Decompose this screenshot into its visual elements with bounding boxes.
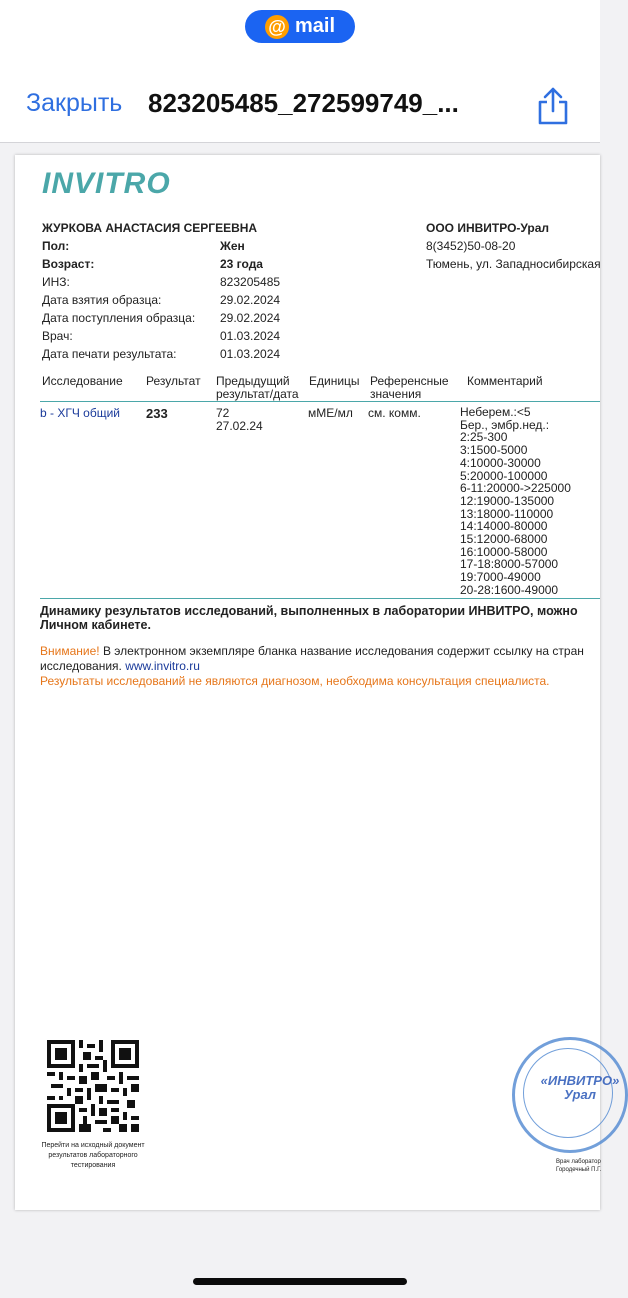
notice-line-2 [40, 659, 200, 673]
notice-label: Внимание! [40, 644, 100, 658]
signature-line-2: Городечный П.Г. [556, 1167, 602, 1173]
lab-name: ООО ИНВИТРО-Урал [426, 221, 550, 235]
close-button[interactable]: Закрыть [26, 89, 123, 117]
mail-brand-pill [245, 10, 355, 43]
signature-line-1: Врач лаборатор [556, 1159, 601, 1165]
notice-line [40, 644, 584, 658]
header-ref-1: Референсные [370, 374, 449, 388]
label-doctor: Врач: [42, 329, 73, 343]
share-icon[interactable] [535, 86, 571, 126]
units-value: мМЕ/мл [308, 406, 353, 420]
value-print-date: 01.03.2024 [220, 347, 281, 361]
label-age: Возраст: [42, 257, 95, 271]
dynamics-note-2: Личном кабинете. [40, 618, 151, 632]
header-result: Результат [146, 374, 201, 388]
value-receipt-date: 29.02.2024 [220, 311, 281, 325]
home-indicator[interactable] [193, 1278, 407, 1285]
label-receipt-date: Дата поступления образца: [42, 311, 196, 325]
lab-address: Тюмень, ул. Западносибирская [426, 257, 601, 271]
lab-phone: 8(3452)50-08-20 [426, 239, 516, 253]
lab-stamp [512, 1037, 628, 1153]
value-inz: 823205485 [220, 275, 281, 289]
qr-caption: Перейти на исходный документ результатов лабораторного тестирования [41, 1142, 145, 1169]
qr-code-icon[interactable] [47, 1040, 139, 1132]
mail-brand-label: mail [294, 15, 336, 37]
header-prev-1: Предыдущий [216, 374, 290, 388]
notice-text-2: исследования. [40, 659, 122, 673]
at-icon: @ [265, 15, 289, 39]
table-header-divider [40, 401, 600, 402]
comment-text: Неберем.:<5 Бер., эмбр.нед.: 2:25-300 3:1500-5000 4:10000-30000 5:20000-100000 6-11:20000->225000 12:19000-135000 13:18000-110000 14:14000-80000 15:12000-68000 16:10000-58000 17-18:8000-57000 19:7000-49000 20-28:1600-49000 [460, 405, 571, 597]
label-inz: ИНЗ: [42, 275, 70, 289]
prev-value: 72 [216, 406, 230, 420]
dynamics-note-1: Динамику результатов исследований, выполненных в лаборатории ИНВИТРО, можно [40, 604, 578, 618]
disclaimer: Результаты исследований не являются диагнозом, необходима консультация специалиста. [40, 674, 550, 688]
value-sample-date: 29.02.2024 [220, 293, 281, 307]
header-units: Единицы [309, 374, 360, 388]
value-sex: Жен [220, 239, 245, 253]
label-sex: Пол: [42, 239, 70, 253]
label-sample-date: Дата взятия образца: [42, 293, 162, 307]
value-doctor: 01.03.2024 [220, 329, 281, 343]
header-test: Исследование [42, 374, 123, 388]
document-page [15, 155, 620, 1210]
patient-name: ЖУРКОВА АНАСТАСИЯ СЕРГЕЕВНА [42, 221, 258, 235]
top-bar [0, 0, 600, 143]
ref-value: см. комм. [368, 406, 421, 420]
table-bottom-divider [40, 598, 600, 599]
header-comment: Комментарий [467, 374, 543, 388]
prev-date: 27.02.24 [216, 419, 263, 433]
stamp-text: «ИНВИТРО» Урал [540, 1073, 620, 1102]
header-prev-2: результат/дата [216, 387, 299, 401]
notice-text: В электронном экземпляре бланка название исследования содержит ссылку на стран [99, 644, 584, 658]
file-title: 823205485_272599749_... [148, 88, 459, 118]
value-age: 23 года [220, 257, 263, 271]
test-link[interactable]: b - ХГЧ общий [40, 406, 120, 420]
label-print-date: Дата печати результата: [42, 347, 177, 361]
invitro-logo: INVITRO [42, 167, 171, 200]
header-ref-2: значения [370, 387, 422, 401]
site-link[interactable]: www.invitro.ru [125, 659, 200, 673]
result-value: 233 [146, 406, 168, 421]
